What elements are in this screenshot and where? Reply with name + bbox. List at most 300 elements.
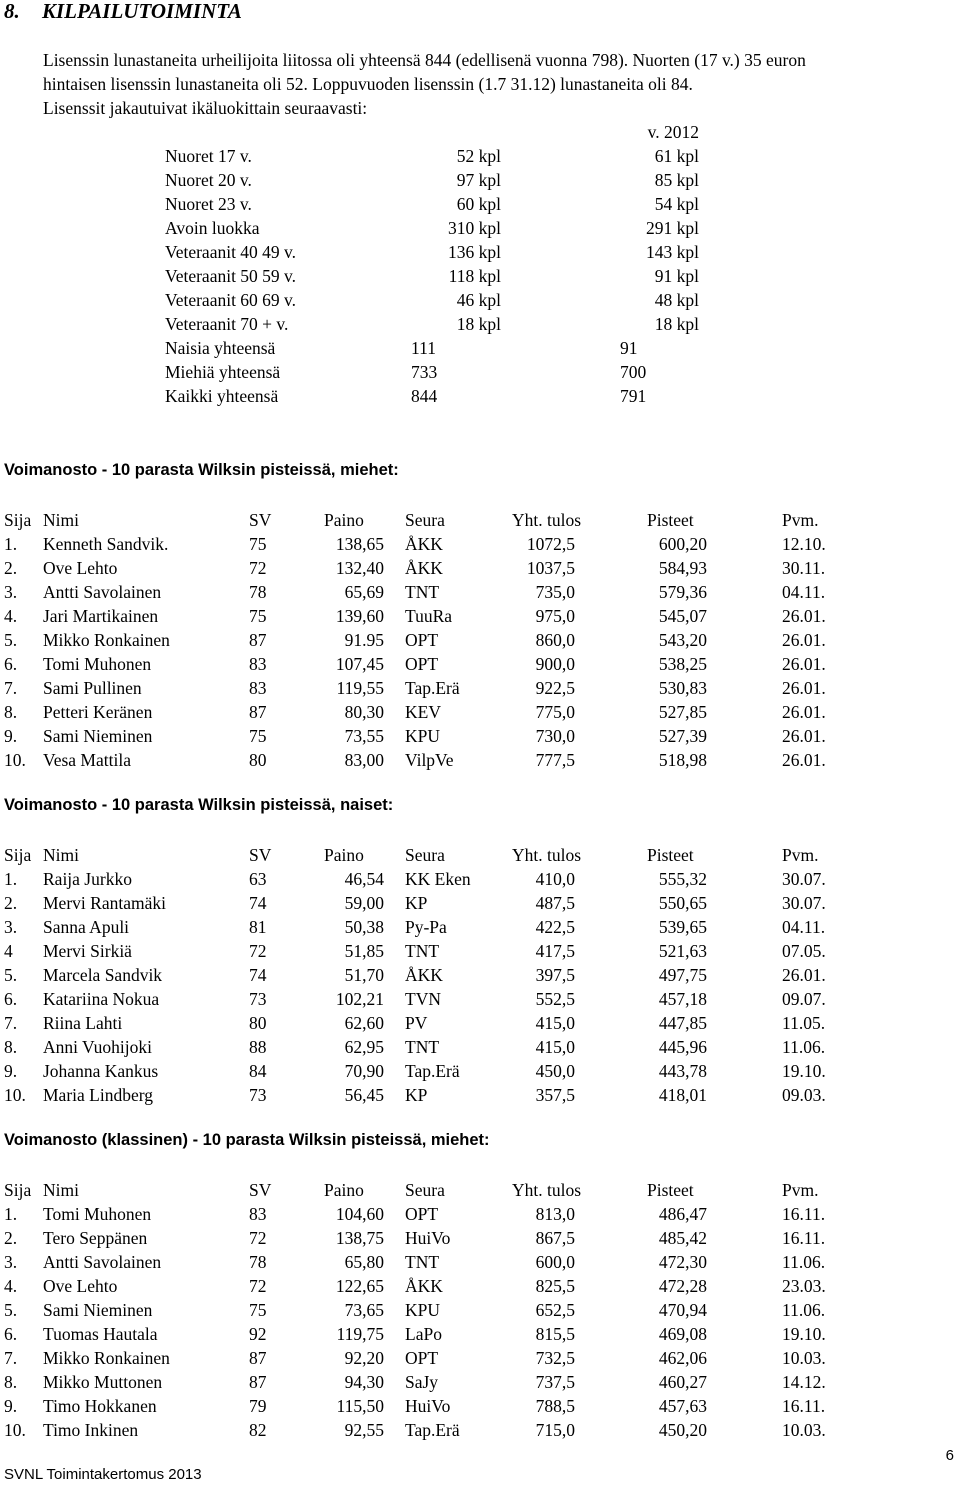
table-row — [4, 676, 954, 700]
athlete-name-cell: Tero Seppänen — [43, 1228, 148, 1248]
rank-cell: 8. — [4, 1037, 18, 1057]
total-result-cell: 397,5 — [535, 965, 575, 985]
heading-number: 8. — [4, 0, 20, 23]
license-total-2012: 91 — [620, 338, 638, 358]
total-result-cell: 1072,5 — [526, 534, 575, 554]
bodyweight-cell: 139,60 — [335, 606, 384, 626]
bodyweight-class-cell: 72 — [249, 941, 267, 961]
page-number: 6 — [945, 1447, 954, 1464]
table-row — [4, 1370, 954, 1394]
athlete-name-cell: Mikko Ronkainen — [43, 630, 170, 650]
license-count-2013: 97 kpl — [456, 170, 501, 190]
license-total-label: Naisia yhteensä — [165, 338, 276, 358]
column-header-total-result: Yht. tulos — [512, 1180, 582, 1200]
results-table — [4, 508, 954, 772]
bodyweight-cell: 59,00 — [344, 893, 384, 913]
club-cell: ÅKK — [405, 965, 443, 985]
table-row — [4, 963, 954, 987]
rank-cell: 2. — [4, 1228, 18, 1248]
column-header-wilks-points: Pisteet — [647, 510, 694, 530]
table-row — [4, 724, 954, 748]
wilks-points-cell: 457,18 — [658, 989, 707, 1009]
table-row — [4, 1298, 954, 1322]
rank-cell: 7. — [4, 1348, 18, 1368]
total-result-cell: 417,5 — [535, 941, 575, 961]
date-cell: 09.03. — [782, 1085, 826, 1105]
table-row — [4, 700, 954, 724]
total-result-cell: 415,0 — [535, 1037, 575, 1057]
total-result-cell: 552,5 — [535, 989, 575, 1009]
intro-line: Lisenssit jakautuivat ikäluokittain seuraavasti: — [43, 98, 368, 118]
bodyweight-cell: 119,55 — [336, 678, 384, 698]
bodyweight-cell: 51,85 — [344, 941, 384, 961]
bodyweight-class-cell: 78 — [249, 582, 267, 602]
wilks-points-cell: 527,39 — [658, 726, 707, 746]
rank-cell: 9. — [4, 726, 18, 746]
bodyweight-class-cell: 74 — [249, 893, 267, 913]
table-row — [4, 1250, 954, 1274]
license-count-2012: 91 kpl — [654, 266, 699, 286]
bodyweight-class-cell: 79 — [249, 1396, 267, 1416]
wilks-points-cell: 545,07 — [658, 606, 707, 626]
wilks-points-cell: 543,20 — [658, 630, 707, 650]
club-cell: OPT — [405, 1204, 439, 1224]
athlete-name-cell: Mikko Muttonen — [43, 1372, 163, 1392]
bodyweight-class-cell: 75 — [249, 726, 267, 746]
column-header-bodyweight: Paino — [324, 1180, 364, 1200]
club-cell: ÅKK — [405, 558, 443, 578]
license-row — [165, 240, 725, 264]
license-class: Nuoret 23 v. — [165, 194, 252, 214]
athlete-name-cell: Jari Martikainen — [43, 606, 159, 626]
license-count-2013: 136 kpl — [448, 242, 501, 262]
license-total-2013: 733 — [411, 362, 438, 382]
license-count-2012: 85 kpl — [654, 170, 699, 190]
rank-cell: 7. — [4, 678, 18, 698]
total-result-cell: 815,5 — [535, 1324, 575, 1344]
athlete-name-cell: Kenneth Sandvik. — [43, 534, 169, 554]
license-class: Veteraanit 60 69 v. — [165, 290, 297, 310]
results-table — [4, 1178, 954, 1442]
rank-cell: 1. — [4, 869, 18, 889]
column-header-wilks-points: Pisteet — [647, 1180, 694, 1200]
column-header-date: Pvm. — [782, 510, 819, 530]
column-header-date: Pvm. — [782, 1180, 819, 1200]
license-year-header: v. 2012 — [647, 122, 699, 142]
license-row — [165, 264, 725, 288]
wilks-points-cell: 457,63 — [658, 1396, 707, 1416]
date-cell: 11.05. — [782, 1013, 826, 1033]
bodyweight-class-cell: 88 — [249, 1037, 267, 1057]
total-result-cell: 860,0 — [535, 630, 575, 650]
club-cell: OPT — [405, 630, 439, 650]
section-title: Voimanosto - 10 parasta Wilksin pisteissä, miehet: — [4, 461, 399, 479]
total-result-cell: 410,0 — [535, 869, 575, 889]
bodyweight-class-cell: 92 — [249, 1324, 267, 1344]
bodyweight-cell: 73,55 — [344, 726, 384, 746]
license-count-2012: 54 kpl — [654, 194, 699, 214]
column-header-rank: Sija — [4, 1180, 32, 1200]
license-header-row — [165, 120, 725, 144]
license-count-2012: 18 kpl — [654, 314, 699, 334]
wilks-points-cell: 527,85 — [658, 702, 707, 722]
table-header-row — [4, 508, 954, 532]
license-count-2013: 118 kpl — [448, 266, 501, 286]
date-cell: 04.11. — [782, 582, 826, 602]
total-result-cell: 975,0 — [535, 606, 575, 626]
license-total-row — [165, 336, 725, 360]
column-header-bodyweight-class: SV — [249, 510, 272, 530]
column-header-rank: Sija — [4, 510, 32, 530]
rank-cell: 5. — [4, 1300, 18, 1320]
total-result-cell: 730,0 — [535, 726, 575, 746]
license-total-2012: 791 — [620, 386, 647, 406]
wilks-points-cell: 600,20 — [658, 534, 707, 554]
date-cell: 30.07. — [782, 869, 826, 889]
wilks-points-cell: 486,47 — [658, 1204, 707, 1224]
athlete-name-cell: Katariina Nokua — [43, 989, 160, 1009]
wilks-points-cell: 538,25 — [658, 654, 707, 674]
athlete-name-cell: Ove Lehto — [43, 1276, 118, 1296]
bodyweight-class-cell: 73 — [249, 1085, 267, 1105]
license-total-row — [165, 384, 725, 408]
wilks-points-cell: 579,36 — [658, 582, 707, 602]
club-cell: ÅKK — [405, 534, 443, 554]
date-cell: 26.01. — [782, 678, 826, 698]
license-count-2012: 61 kpl — [654, 146, 699, 166]
rank-cell: 9. — [4, 1061, 18, 1081]
rank-cell: 4. — [4, 606, 18, 626]
bodyweight-cell: 94,30 — [344, 1372, 384, 1392]
bodyweight-cell: 51,70 — [344, 965, 384, 985]
bodyweight-cell: 50,38 — [344, 917, 384, 937]
license-row — [165, 192, 725, 216]
table-row — [4, 987, 954, 1011]
rank-cell: 10. — [4, 1085, 26, 1105]
date-cell: 16.11. — [782, 1204, 826, 1224]
heading-title: KILPAILUTOIMINTA — [42, 0, 242, 23]
bodyweight-class-cell: 81 — [249, 917, 267, 937]
date-cell: 26.01. — [782, 726, 826, 746]
club-cell: TNT — [405, 1037, 440, 1057]
results-section-women — [4, 794, 954, 1107]
club-cell: Tap.Erä — [405, 678, 460, 698]
total-result-cell: 715,0 — [535, 1420, 575, 1440]
license-count-2013: 310 kpl — [448, 218, 501, 238]
club-cell: KK Eken — [405, 869, 471, 889]
date-cell: 11.06. — [782, 1037, 826, 1057]
date-cell: 12.10. — [782, 534, 826, 554]
results-section-men — [4, 459, 954, 772]
license-total-row — [165, 360, 725, 384]
wilks-points-cell: 445,96 — [658, 1037, 707, 1057]
rank-cell: 1. — [4, 1204, 18, 1224]
wilks-points-cell: 550,65 — [658, 893, 707, 913]
wilks-points-cell: 418,01 — [658, 1085, 707, 1105]
rank-cell: 3. — [4, 1252, 18, 1272]
table-row — [4, 1322, 954, 1346]
club-cell: KPU — [405, 1300, 441, 1320]
bodyweight-cell: 46,54 — [344, 869, 384, 889]
bodyweight-cell: 115,50 — [336, 1396, 384, 1416]
column-header-wilks-points: Pisteet — [647, 845, 694, 865]
bodyweight-class-cell: 83 — [249, 1204, 267, 1224]
license-count-2012: 48 kpl — [654, 290, 699, 310]
section-heading — [4, 0, 242, 24]
total-result-cell: 732,5 — [535, 1348, 575, 1368]
athlete-name-cell: Tuomas Hautala — [43, 1324, 158, 1344]
club-cell: KEV — [405, 702, 441, 722]
athlete-name-cell: Sami Nieminen — [43, 726, 153, 746]
rank-cell: 5. — [4, 630, 18, 650]
total-result-cell: 867,5 — [535, 1228, 575, 1248]
license-class: Nuoret 17 v. — [165, 146, 252, 166]
bodyweight-class-cell: 84 — [249, 1061, 267, 1081]
club-cell: HuiVo — [405, 1396, 451, 1416]
column-header-athlete-name: Nimi — [43, 845, 79, 865]
date-cell: 26.01. — [782, 606, 826, 626]
column-header-bodyweight-class: SV — [249, 1180, 272, 1200]
column-header-athlete-name: Nimi — [43, 1180, 79, 1200]
license-total-2013: 111 — [411, 338, 436, 358]
intro-paragraph — [43, 48, 958, 120]
athlete-name-cell: Timo Hokkanen — [43, 1396, 157, 1416]
bodyweight-cell: 102,21 — [335, 989, 384, 1009]
date-cell: 26.01. — [782, 654, 826, 674]
bodyweight-cell: 138,75 — [335, 1228, 384, 1248]
bodyweight-cell: 119,75 — [336, 1324, 384, 1344]
table-row — [4, 580, 954, 604]
license-row — [165, 288, 725, 312]
club-cell: HuiVo — [405, 1228, 451, 1248]
table-header-row — [4, 1178, 954, 1202]
column-header-bodyweight: Paino — [324, 510, 364, 530]
license-count-2012: 291 kpl — [646, 218, 699, 238]
athlete-name-cell: Ove Lehto — [43, 558, 118, 578]
wilks-points-cell: 485,42 — [658, 1228, 707, 1248]
license-row — [165, 144, 725, 168]
license-class: Veteraanit 70 + v. — [165, 314, 289, 334]
rank-cell: 4. — [4, 1276, 18, 1296]
license-table — [165, 120, 725, 408]
athlete-name-cell: Sanna Apuli — [43, 917, 130, 937]
column-header-rank: Sija — [4, 845, 32, 865]
total-result-cell: 775,0 — [535, 702, 575, 722]
club-cell: OPT — [405, 654, 439, 674]
bodyweight-class-cell: 83 — [249, 678, 267, 698]
bodyweight-cell: 70,90 — [344, 1061, 384, 1081]
table-row — [4, 532, 954, 556]
table-row — [4, 1274, 954, 1298]
rank-cell: 6. — [4, 989, 18, 1009]
date-cell: 23.03. — [782, 1276, 826, 1296]
total-result-cell: 737,5 — [535, 1372, 575, 1392]
date-cell: 26.01. — [782, 965, 826, 985]
total-result-cell: 825,5 — [535, 1276, 575, 1296]
wilks-points-cell: 472,28 — [658, 1276, 707, 1296]
bodyweight-class-cell: 83 — [249, 654, 267, 674]
column-header-club: Seura — [405, 845, 445, 865]
rank-cell: 4 — [4, 941, 13, 961]
license-count-2013: 46 kpl — [456, 290, 501, 310]
column-header-total-result: Yht. tulos — [512, 845, 582, 865]
club-cell: LaPo — [405, 1324, 442, 1344]
license-count-2012: 143 kpl — [646, 242, 699, 262]
bodyweight-class-cell: 87 — [249, 1348, 267, 1368]
table-row — [4, 915, 954, 939]
wilks-points-cell: 497,75 — [658, 965, 707, 985]
wilks-points-cell: 555,32 — [658, 869, 707, 889]
bodyweight-cell: 122,65 — [335, 1276, 384, 1296]
athlete-name-cell: Sami Pullinen — [43, 678, 142, 698]
date-cell: 30.07. — [782, 893, 826, 913]
column-header-club: Seura — [405, 510, 445, 530]
table-row — [4, 628, 954, 652]
total-result-cell: 487,5 — [535, 893, 575, 913]
wilks-points-cell: 462,06 — [658, 1348, 707, 1368]
column-header-date: Pvm. — [782, 845, 819, 865]
rank-cell: 10. — [4, 1420, 26, 1440]
rank-cell: 1. — [4, 534, 18, 554]
club-cell: KP — [405, 1085, 428, 1105]
wilks-points-cell: 470,94 — [658, 1300, 707, 1320]
bodyweight-cell: 56,45 — [344, 1085, 384, 1105]
license-count-2013: 52 kpl — [456, 146, 501, 166]
athlete-name-cell: Anni Vuohijoki — [43, 1037, 152, 1057]
table-row — [4, 1011, 954, 1035]
table-row — [4, 1035, 954, 1059]
rank-cell: 8. — [4, 702, 18, 722]
bodyweight-class-cell: 80 — [249, 750, 267, 770]
table-row — [4, 748, 954, 772]
wilks-points-cell: 518,98 — [658, 750, 707, 770]
license-total-label: Miehiä yhteensä — [165, 362, 281, 382]
bodyweight-class-cell: 72 — [249, 1228, 267, 1248]
table-row — [4, 1083, 954, 1107]
rank-cell: 5. — [4, 965, 18, 985]
table-row — [4, 604, 954, 628]
athlete-name-cell: Tomi Muhonen — [43, 654, 152, 674]
rank-cell: 9. — [4, 1396, 18, 1416]
wilks-points-cell: 447,85 — [658, 1013, 707, 1033]
rank-cell: 7. — [4, 1013, 18, 1033]
club-cell: TNT — [405, 582, 440, 602]
bodyweight-cell: 62,60 — [344, 1013, 384, 1033]
athlete-name-cell: Timo Inkinen — [43, 1420, 139, 1440]
athlete-name-cell: Tomi Muhonen — [43, 1204, 152, 1224]
bodyweight-cell: 65,80 — [344, 1252, 384, 1272]
license-total-2012: 700 — [620, 362, 647, 382]
section-title: Voimanosto (klassinen) - 10 parasta Wilksin pisteissä, miehet: — [4, 1131, 490, 1149]
athlete-name-cell: Raija Jurkko — [43, 869, 132, 889]
rank-cell: 6. — [4, 654, 18, 674]
bodyweight-class-cell: 74 — [249, 965, 267, 985]
date-cell: 30.11. — [782, 558, 826, 578]
intro-line: hintaisen lisenssin lunastaneita oli 52. Loppuvuoden lisenssin (1.7 31.12) lunastaneita oli 84. — [43, 74, 693, 94]
bodyweight-class-cell: 87 — [249, 702, 267, 722]
rank-cell: 2. — [4, 558, 18, 578]
footer-text: SVNL Toimintakertomus 2013 — [4, 1466, 202, 1483]
wilks-points-cell: 469,08 — [658, 1324, 707, 1344]
athlete-name-cell: Sami Nieminen — [43, 1300, 153, 1320]
column-header-total-result: Yht. tulos — [512, 510, 582, 530]
wilks-points-cell: 443,78 — [658, 1061, 707, 1081]
bodyweight-class-cell: 75 — [249, 1300, 267, 1320]
total-result-cell: 450,0 — [535, 1061, 575, 1081]
club-cell: TuuRa — [405, 606, 453, 626]
column-header-club: Seura — [405, 1180, 445, 1200]
date-cell: 26.01. — [782, 630, 826, 650]
license-class: Veteraanit 50 59 v. — [165, 266, 297, 286]
date-cell: 16.11. — [782, 1228, 826, 1248]
date-cell: 19.10. — [782, 1324, 826, 1344]
results-section-classic-men — [4, 1129, 954, 1442]
bodyweight-class-cell: 87 — [249, 1372, 267, 1392]
bodyweight-class-cell: 75 — [249, 534, 267, 554]
bodyweight-class-cell: 82 — [249, 1420, 267, 1440]
athlete-name-cell: Johanna Kankus — [43, 1061, 159, 1081]
club-cell: Tap.Erä — [405, 1420, 460, 1440]
total-result-cell: 357,5 — [535, 1085, 575, 1105]
bodyweight-cell: 62,95 — [344, 1037, 384, 1057]
club-cell: TNT — [405, 1252, 440, 1272]
club-cell: Py-Pa — [405, 917, 447, 937]
bodyweight-class-cell: 87 — [249, 630, 267, 650]
rank-cell: 8. — [4, 1372, 18, 1392]
table-row — [4, 939, 954, 963]
bodyweight-class-cell: 72 — [249, 1276, 267, 1296]
club-cell: TNT — [405, 941, 440, 961]
club-cell: OPT — [405, 1348, 439, 1368]
athlete-name-cell: Marcela Sandvik — [43, 965, 163, 985]
bodyweight-class-cell: 72 — [249, 558, 267, 578]
total-result-cell: 600,0 — [535, 1252, 575, 1272]
table-row — [4, 1059, 954, 1083]
club-cell: KPU — [405, 726, 441, 746]
table-row — [4, 556, 954, 580]
table-row — [4, 867, 954, 891]
total-result-cell: 1037,5 — [526, 558, 575, 578]
section-title: Voimanosto - 10 parasta Wilksin pisteissä, naiset: — [4, 796, 394, 814]
bodyweight-cell: 104,60 — [335, 1204, 384, 1224]
club-cell: ÅKK — [405, 1276, 443, 1296]
date-cell: 26.01. — [782, 750, 826, 770]
bodyweight-cell: 80,30 — [344, 702, 384, 722]
date-cell: 11.06. — [782, 1300, 826, 1320]
wilks-points-cell: 539,65 — [658, 917, 707, 937]
bodyweight-class-cell: 78 — [249, 1252, 267, 1272]
club-cell: SaJy — [405, 1372, 439, 1392]
athlete-name-cell: Maria Lindberg — [43, 1085, 153, 1105]
athlete-name-cell: Vesa Mattila — [43, 750, 131, 770]
license-class: Avoin luokka — [165, 218, 260, 238]
total-result-cell: 922,5 — [535, 678, 575, 698]
wilks-points-cell: 472,30 — [658, 1252, 707, 1272]
license-class: Nuoret 20 v. — [165, 170, 252, 190]
athlete-name-cell: Antti Savolainen — [43, 1252, 162, 1272]
table-row — [4, 891, 954, 915]
athlete-name-cell: Mervi Sirkiä — [43, 941, 132, 961]
column-header-athlete-name: Nimi — [43, 510, 79, 530]
total-result-cell: 735,0 — [535, 582, 575, 602]
athlete-name-cell: Riina Lahti — [43, 1013, 123, 1033]
total-result-cell: 422,5 — [535, 917, 575, 937]
total-result-cell: 652,5 — [535, 1300, 575, 1320]
total-result-cell: 813,0 — [535, 1204, 575, 1224]
club-cell: Tap.Erä — [405, 1061, 460, 1081]
total-result-cell: 777,5 — [535, 750, 575, 770]
table-row — [4, 1202, 954, 1226]
